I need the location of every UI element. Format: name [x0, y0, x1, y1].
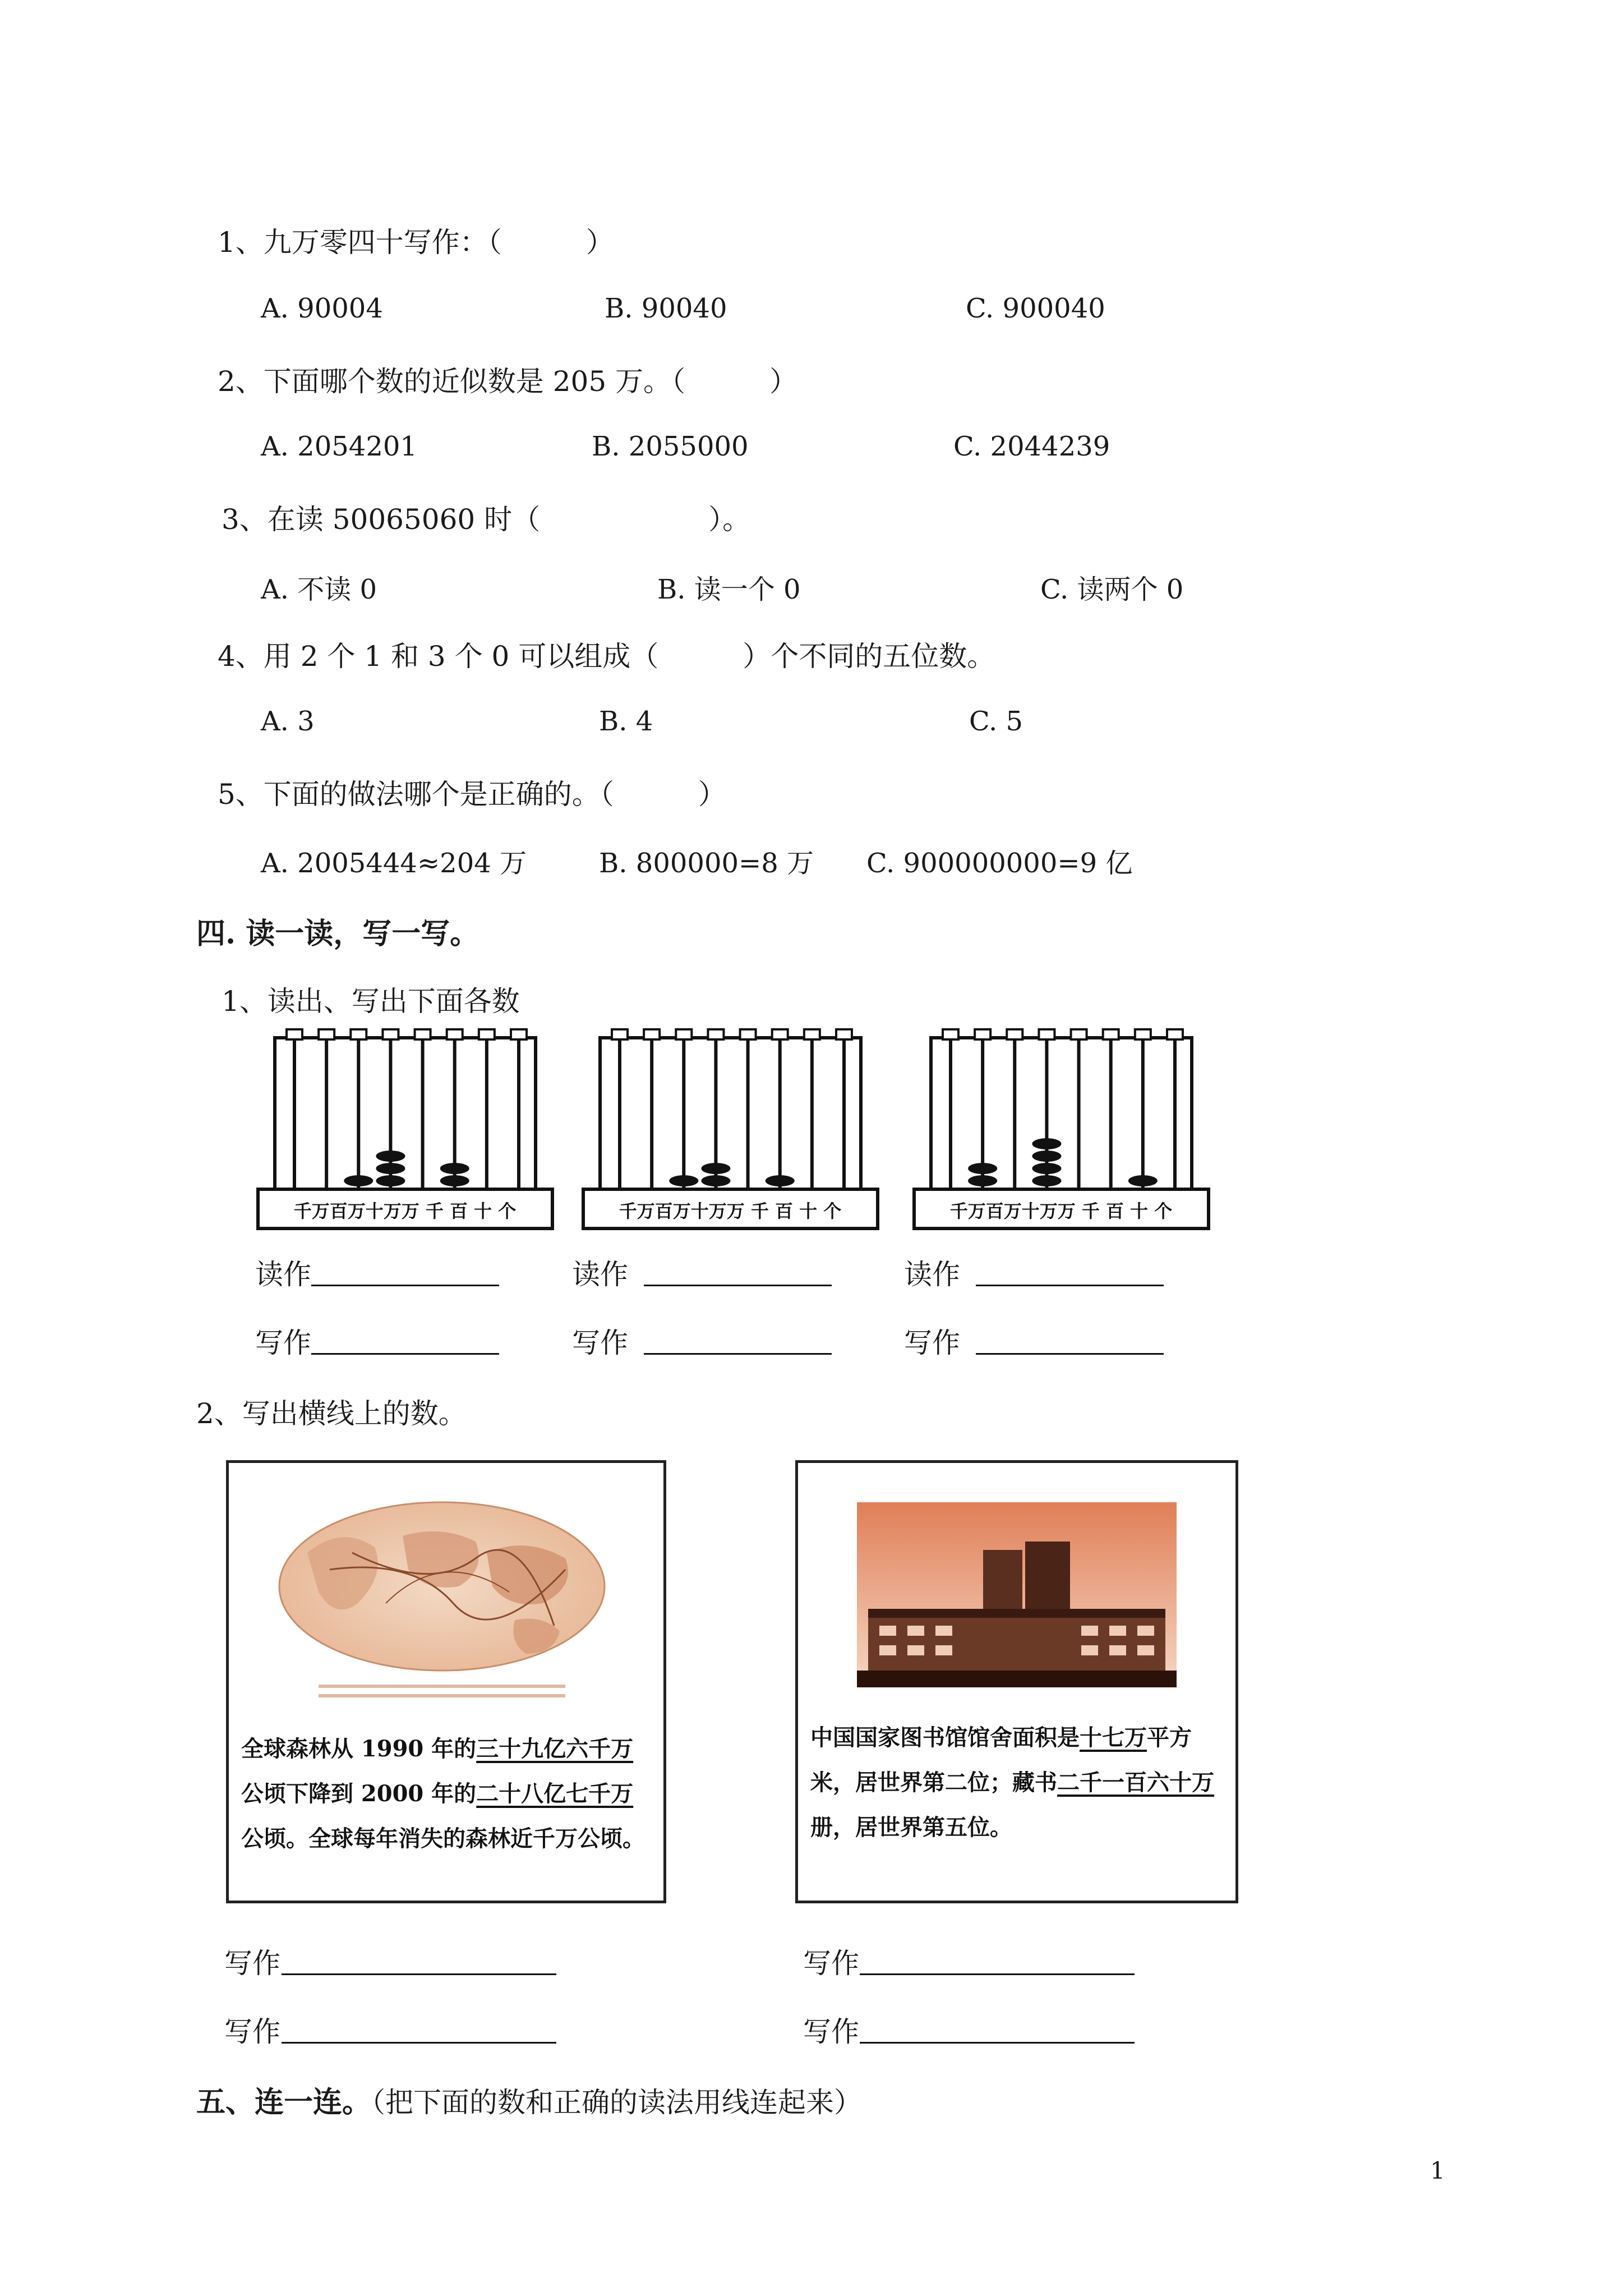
abacus-rod-cap [1167, 1029, 1183, 1039]
abacus-bead [376, 1175, 405, 1186]
abacus-rod-cap [943, 1029, 958, 1039]
abacus-rod-cap [644, 1029, 660, 1039]
section-5-heading [196, 2078, 862, 2120]
abacus-2-write-label: 写作 [572, 1327, 628, 1359]
question-1-option-b: B. 90040 [605, 293, 727, 324]
question-3-stem: 3、在读 50065060 时（ ）。 [222, 503, 751, 536]
page-number: 1 [1430, 2157, 1445, 2184]
abacus-frame [600, 1038, 861, 1189]
abacus-rod-cap [447, 1029, 463, 1039]
question-4-option-a: A. 3 [261, 706, 315, 737]
abacus-rod-cap [676, 1029, 691, 1039]
abacus-rod-cap [836, 1029, 852, 1039]
abacus-rod-cap [612, 1029, 628, 1039]
question-5-option-b: B. 800000=8 万 [599, 848, 814, 879]
abacus-rod-cap [708, 1029, 723, 1039]
question-5-stem: 5、下面的做法哪个是正确的。（ ） [218, 778, 726, 811]
library-info-text: 中国国家图书馆馆舍面积是十七万平方米，居世界第二位；藏书二千一百六十万册，居世界第五位。 [810, 1724, 1214, 1841]
question-1-option-c: C. 900040 [966, 293, 1105, 324]
abacus-rod-cap [382, 1029, 398, 1039]
question-3-option-c: C. 读两个 0 [1040, 574, 1184, 605]
abacus-rod-cap [287, 1029, 302, 1039]
abacus-1-write-line[interactable] [311, 1353, 499, 1355]
abacus-1-read-label: 读作 [255, 1258, 311, 1291]
abacus-bead [968, 1163, 997, 1174]
abacus-bead [1032, 1138, 1061, 1149]
question-2-stem: 2、下面哪个数的近似数是 205 万。（ ） [218, 365, 798, 398]
abacus-rod-cap [772, 1029, 788, 1039]
abacus-3-read-label: 读作 [904, 1258, 960, 1291]
abacus-bead [701, 1163, 730, 1174]
abacus-1-write-label: 写作 [255, 1327, 311, 1359]
abacus-2 [580, 1027, 883, 1245]
abacus-rod-cap [1007, 1029, 1022, 1039]
library-building-image [857, 1502, 1177, 1687]
box-1-write-line-1[interactable] [282, 1973, 556, 1975]
abacus-bead [376, 1151, 405, 1162]
abacus-rod-cap [1039, 1029, 1054, 1039]
question-4-option-c: C. 5 [969, 706, 1023, 737]
world-map-image [274, 1491, 610, 1704]
abacus-rod-cap [975, 1029, 990, 1039]
abacus-frame [275, 1038, 536, 1189]
abacus-rod-cap [804, 1029, 820, 1039]
abacus-bead [1032, 1175, 1061, 1186]
question-5-option-a: A. 2005444≈204 万 [261, 848, 527, 879]
abacus-1-read-line[interactable] [311, 1285, 499, 1286]
section-4-part-2-title: 2、写出横线上的数。 [196, 1397, 467, 1430]
question-1-option-a: A. 90004 [261, 293, 383, 324]
abacus-3 [911, 1027, 1214, 1245]
abacus-place-labels: 千万百万十万万 千 百 十 个 [619, 1200, 842, 1222]
library-area-value: 十七万 [1080, 1724, 1147, 1751]
question-4-option-b: B. 4 [599, 706, 653, 737]
box-2-write-line-1[interactable] [860, 1973, 1135, 1975]
abacus-bead [1032, 1163, 1061, 1174]
question-3-option-b: B. 读一个 0 [657, 574, 801, 605]
forest-2000-value: 二十八亿七千万 [476, 1780, 634, 1807]
forest-1990-value: 三十九亿六千万 [476, 1736, 634, 1762]
abacus-bead [1128, 1175, 1158, 1186]
abacus-rod-cap [740, 1029, 756, 1039]
abacus-bead [968, 1175, 997, 1186]
forest-info-box [226, 1460, 666, 1903]
box-2-write-line-2[interactable] [860, 2042, 1135, 2044]
abacus-3-read-line[interactable] [976, 1285, 1164, 1286]
question-2-option-c: C. 2044239 [953, 431, 1110, 462]
abacus-bead [440, 1163, 469, 1174]
section-5-note: （把下面的数和正确的读法用线连起来） [371, 2086, 863, 2119]
abacus-place-labels: 千万百万十万万 千 百 十 个 [293, 1200, 517, 1222]
abacus-bead [766, 1175, 795, 1186]
question-2-option-a: A. 2054201 [261, 431, 417, 462]
abacus-2-read-label: 读作 [572, 1258, 628, 1291]
abacus-bead [440, 1175, 469, 1186]
abacus-1 [255, 1027, 558, 1245]
forest-info-text: 全球森林从 1990 年的三十九亿六千万公顷下降到 2000 年的二十八亿七千万公顷。全球每年消失的森林近千万公顷。 [241, 1736, 645, 1852]
abacus-bead [701, 1175, 730, 1186]
abacus-rod-cap [1135, 1029, 1151, 1039]
question-2-option-b: B. 2055000 [592, 431, 749, 462]
abacus-rod-cap [319, 1029, 334, 1039]
abacus-bead [1032, 1151, 1061, 1162]
abacus-rod-cap [479, 1029, 495, 1039]
question-1-stem: 1、九万零四十写作：（ ） [218, 226, 614, 259]
abacus-rod-cap [1103, 1029, 1119, 1039]
abacus-place-labels: 千万百万十万万 千 百 十 个 [949, 1200, 1173, 1222]
box-1-write-label-2: 写作 [224, 2016, 280, 2048]
abacus-2-read-line[interactable] [644, 1285, 832, 1286]
abacus-bead [669, 1175, 698, 1186]
box-1-write-label-1: 写作 [224, 1947, 280, 1980]
box-2-write-label-1: 写作 [803, 1947, 859, 1980]
question-3-option-a: A. 不读 0 [261, 574, 377, 605]
abacus-bead [344, 1175, 373, 1186]
abacus-rod-cap [351, 1029, 366, 1039]
abacus-3-write-label: 写作 [904, 1327, 960, 1359]
library-books-value: 二千一百六十万 [1057, 1769, 1214, 1796]
section-4-title: 四. 读一读，写一写。 [196, 917, 479, 951]
abacus-rod-cap [1071, 1029, 1087, 1039]
library-info-box [795, 1460, 1238, 1903]
abacus-rod-cap [415, 1029, 431, 1039]
section-5-title: 五、连一连。 [196, 2085, 372, 2119]
abacus-3-write-line[interactable] [976, 1353, 1164, 1355]
section-4-part-1-title: 1、读出、写出下面各数 [222, 985, 520, 1018]
abacus-2-write-line[interactable] [644, 1353, 832, 1355]
box-1-write-line-2[interactable] [282, 2042, 556, 2044]
box-2-write-label-2: 写作 [803, 2016, 859, 2048]
question-4-stem: 4、用 2 个 1 和 3 个 0 可以组成（ ）个不同的五位数。 [218, 640, 995, 673]
abacus-bead [376, 1163, 405, 1174]
abacus-rod-cap [511, 1029, 527, 1039]
question-5-option-c: C. 900000000=9 亿 [866, 848, 1133, 879]
